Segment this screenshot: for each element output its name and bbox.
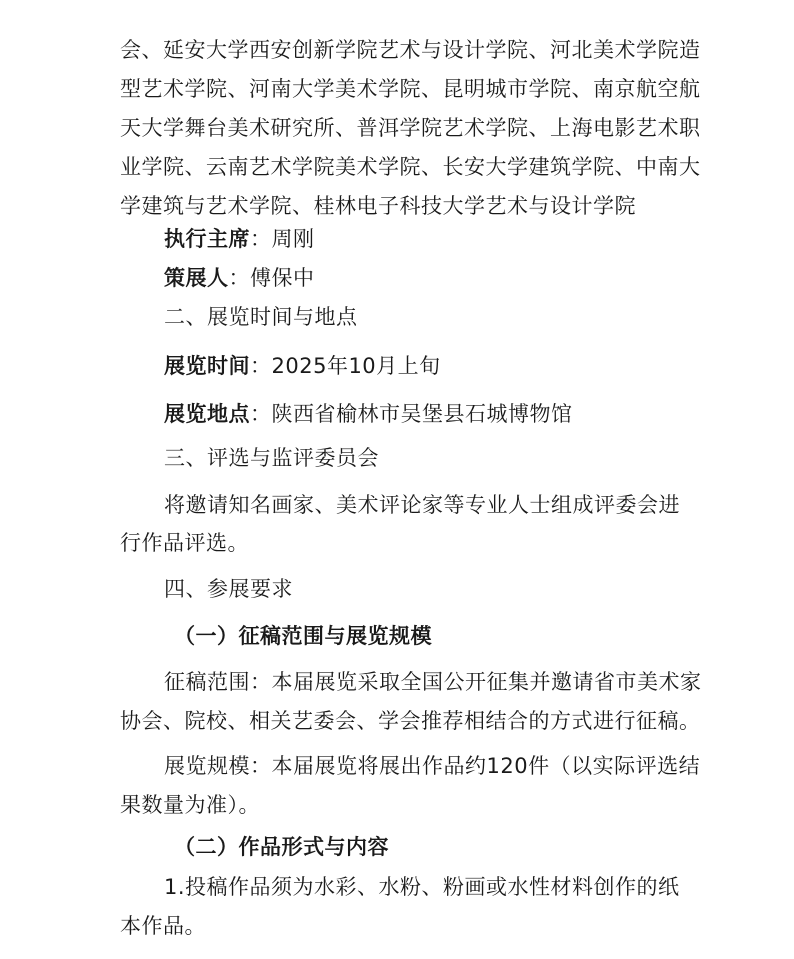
sub1-scope-line-1: 征稿范围：本届展览采取全国公开征集并邀请省市美术家 — [164, 670, 702, 694]
section3-body-line-1: 将邀请知名画家、美术评论家等专业人士组成评委会进 — [164, 493, 680, 517]
organizers-line-3: 天大学舞台美术研究所、普洱学院艺术学院、上海电影艺术职 — [120, 116, 701, 140]
sub1-title: （一）征稿范围与展览规模 — [174, 624, 432, 648]
chair-sep: ： — [250, 227, 272, 251]
organizers-line-1: 会、延安大学西安创新学院艺术与设计学院、河北美术学院造 — [120, 38, 701, 62]
exhibit-place-value: 陕西省榆林市吴堡县石城博物馆 — [271, 402, 573, 426]
exhibit-time-sep: ： — [250, 354, 272, 378]
sub1-scope-line-2: 协会、院校、相关艺委会、学会推荐相结合的方式进行征稿。 — [120, 709, 701, 733]
section3-body-line-2: 行作品评选。 — [120, 531, 249, 555]
organizers-line-2: 型艺术学院、河南大学美术学院、昆明城市学院、南京航空航 — [120, 77, 701, 101]
exhibit-time-label: 展览时间 — [164, 354, 250, 378]
exhibit-place-line — [164, 400, 573, 428]
sub1-scale-line-1: 展览规模：本届展览将展出作品约120件（以实际评选结 — [164, 754, 701, 778]
exhibit-time-line — [164, 352, 441, 380]
chair-label: 执行主席 — [164, 227, 250, 251]
curator-label: 策展人 — [164, 266, 229, 290]
sub2-title: （二）作品形式与内容 — [174, 835, 389, 859]
section3-title: 三、评选与监评委员会 — [164, 446, 379, 470]
exhibit-place-sep: ： — [250, 402, 272, 426]
sub1-scale-line-2: 果数量为准）。 — [120, 793, 260, 817]
chair-value: 周刚 — [271, 227, 315, 251]
organizers-line-5: 学建筑与艺术学院、桂林电子科技大学艺术与设计学院 — [120, 194, 636, 218]
exhibit-place-label: 展览地点 — [164, 402, 250, 426]
exhibit-time-value: 2025年10月上旬 — [271, 354, 441, 378]
curator-line — [164, 264, 315, 292]
sub2-item1-line-1: 1.投稿作品须为水彩、水粉、粉画或水性材料创作的纸 — [164, 875, 680, 899]
curator-value: 傅保中 — [250, 266, 315, 290]
sub2-item1-line-2: 本作品。 — [120, 914, 206, 938]
section2-title: 二、展览时间与地点 — [164, 305, 358, 329]
section4-title: 四、参展要求 — [164, 577, 293, 601]
curator-sep: ： — [228, 266, 250, 290]
chair-line — [164, 225, 315, 253]
organizers-line-4: 业学院、云南艺术学院美术学院、长安大学建筑学院、中南大 — [120, 155, 701, 179]
